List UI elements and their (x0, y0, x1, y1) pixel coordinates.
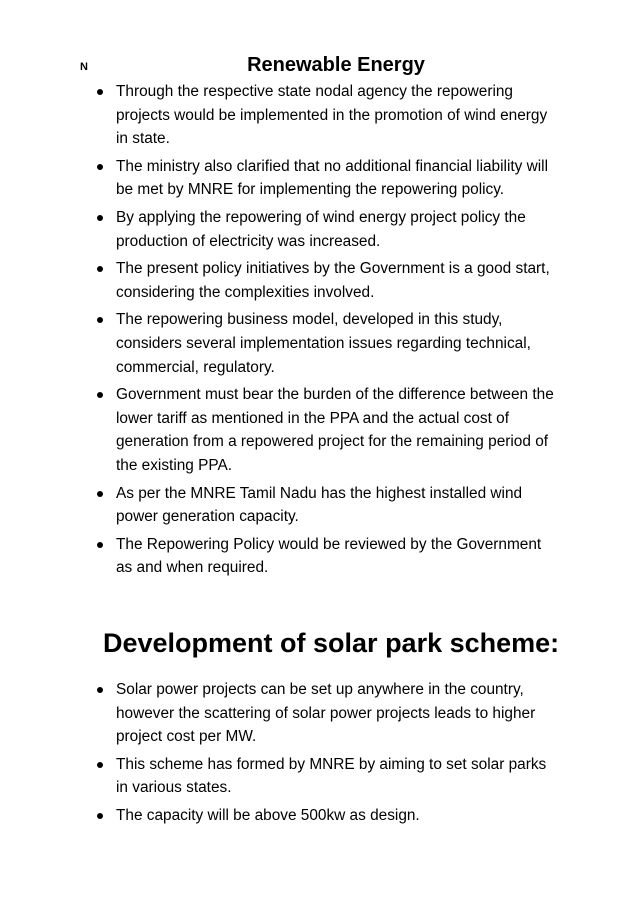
bullet-text: This scheme has formed by MNRE by aiming to set solar parks in various states. (116, 755, 547, 797)
list-item (0, 80, 560, 151)
list-item (0, 533, 560, 580)
bullet-icon (97, 164, 103, 170)
list-item (0, 678, 560, 749)
solar-bullet-list (0, 678, 560, 832)
bullet-text: The Repowering Policy would be reviewed by the Government as and when required. (116, 535, 542, 577)
renewable-bullet-list (0, 80, 560, 584)
bullet-text: Through the respective state nodal agency the repowering projects would be implemented in the promotion of wind energy in state. (116, 83, 548, 148)
list-item (0, 383, 560, 477)
list-item (0, 206, 560, 253)
bullet-icon (97, 266, 103, 272)
bullet-text: Government must bear the burden of the difference between the lower tariff as mentioned in the PPA and the actual cost of generation from a repowered project for the remaining period of the existing PPA. (116, 386, 554, 474)
section-heading: Development of solar park scheme: (103, 628, 560, 658)
bullet-icon (97, 813, 103, 819)
bullet-icon (97, 491, 103, 497)
list-item (0, 804, 560, 828)
list-item (0, 257, 560, 304)
list-item (0, 753, 560, 800)
bullet-text: The ministry also clarified that no additional financial liability will be met by MNRE for implementing the repowering policy. (116, 157, 548, 199)
bullet-icon (97, 317, 103, 323)
bullet-icon (97, 89, 103, 95)
bullet-text: The repowering business model, developed in this study, considers several implementation issues regarding technical, commercial, regulatory. (116, 311, 531, 376)
bullet-icon (97, 392, 103, 398)
corner-mark: N (80, 61, 88, 73)
bullet-icon (97, 762, 103, 768)
list-item (0, 308, 560, 379)
bullet-icon (97, 215, 103, 221)
bullet-text: By applying the repowering of wind energy project policy the production of electricity was increased. (116, 208, 526, 250)
bullet-text: The capacity will be above 500kw as design. (116, 806, 420, 824)
list-item (0, 482, 560, 529)
page-title: Renewable Energy (247, 54, 425, 76)
bullet-text: As per the MNRE Tamil Nadu has the highest installed wind power generation capacity. (116, 484, 523, 526)
bullet-text: The present policy initiatives by the Government is a good start, considering the complexities involved. (116, 260, 550, 301)
bullet-icon (97, 542, 103, 548)
list-item (0, 155, 560, 202)
bullet-icon (97, 687, 103, 693)
bullet-text: Solar power projects can be set up anywhere in the country, however the scattering of solar power projects leads to higher project cost per MW. (116, 681, 536, 746)
